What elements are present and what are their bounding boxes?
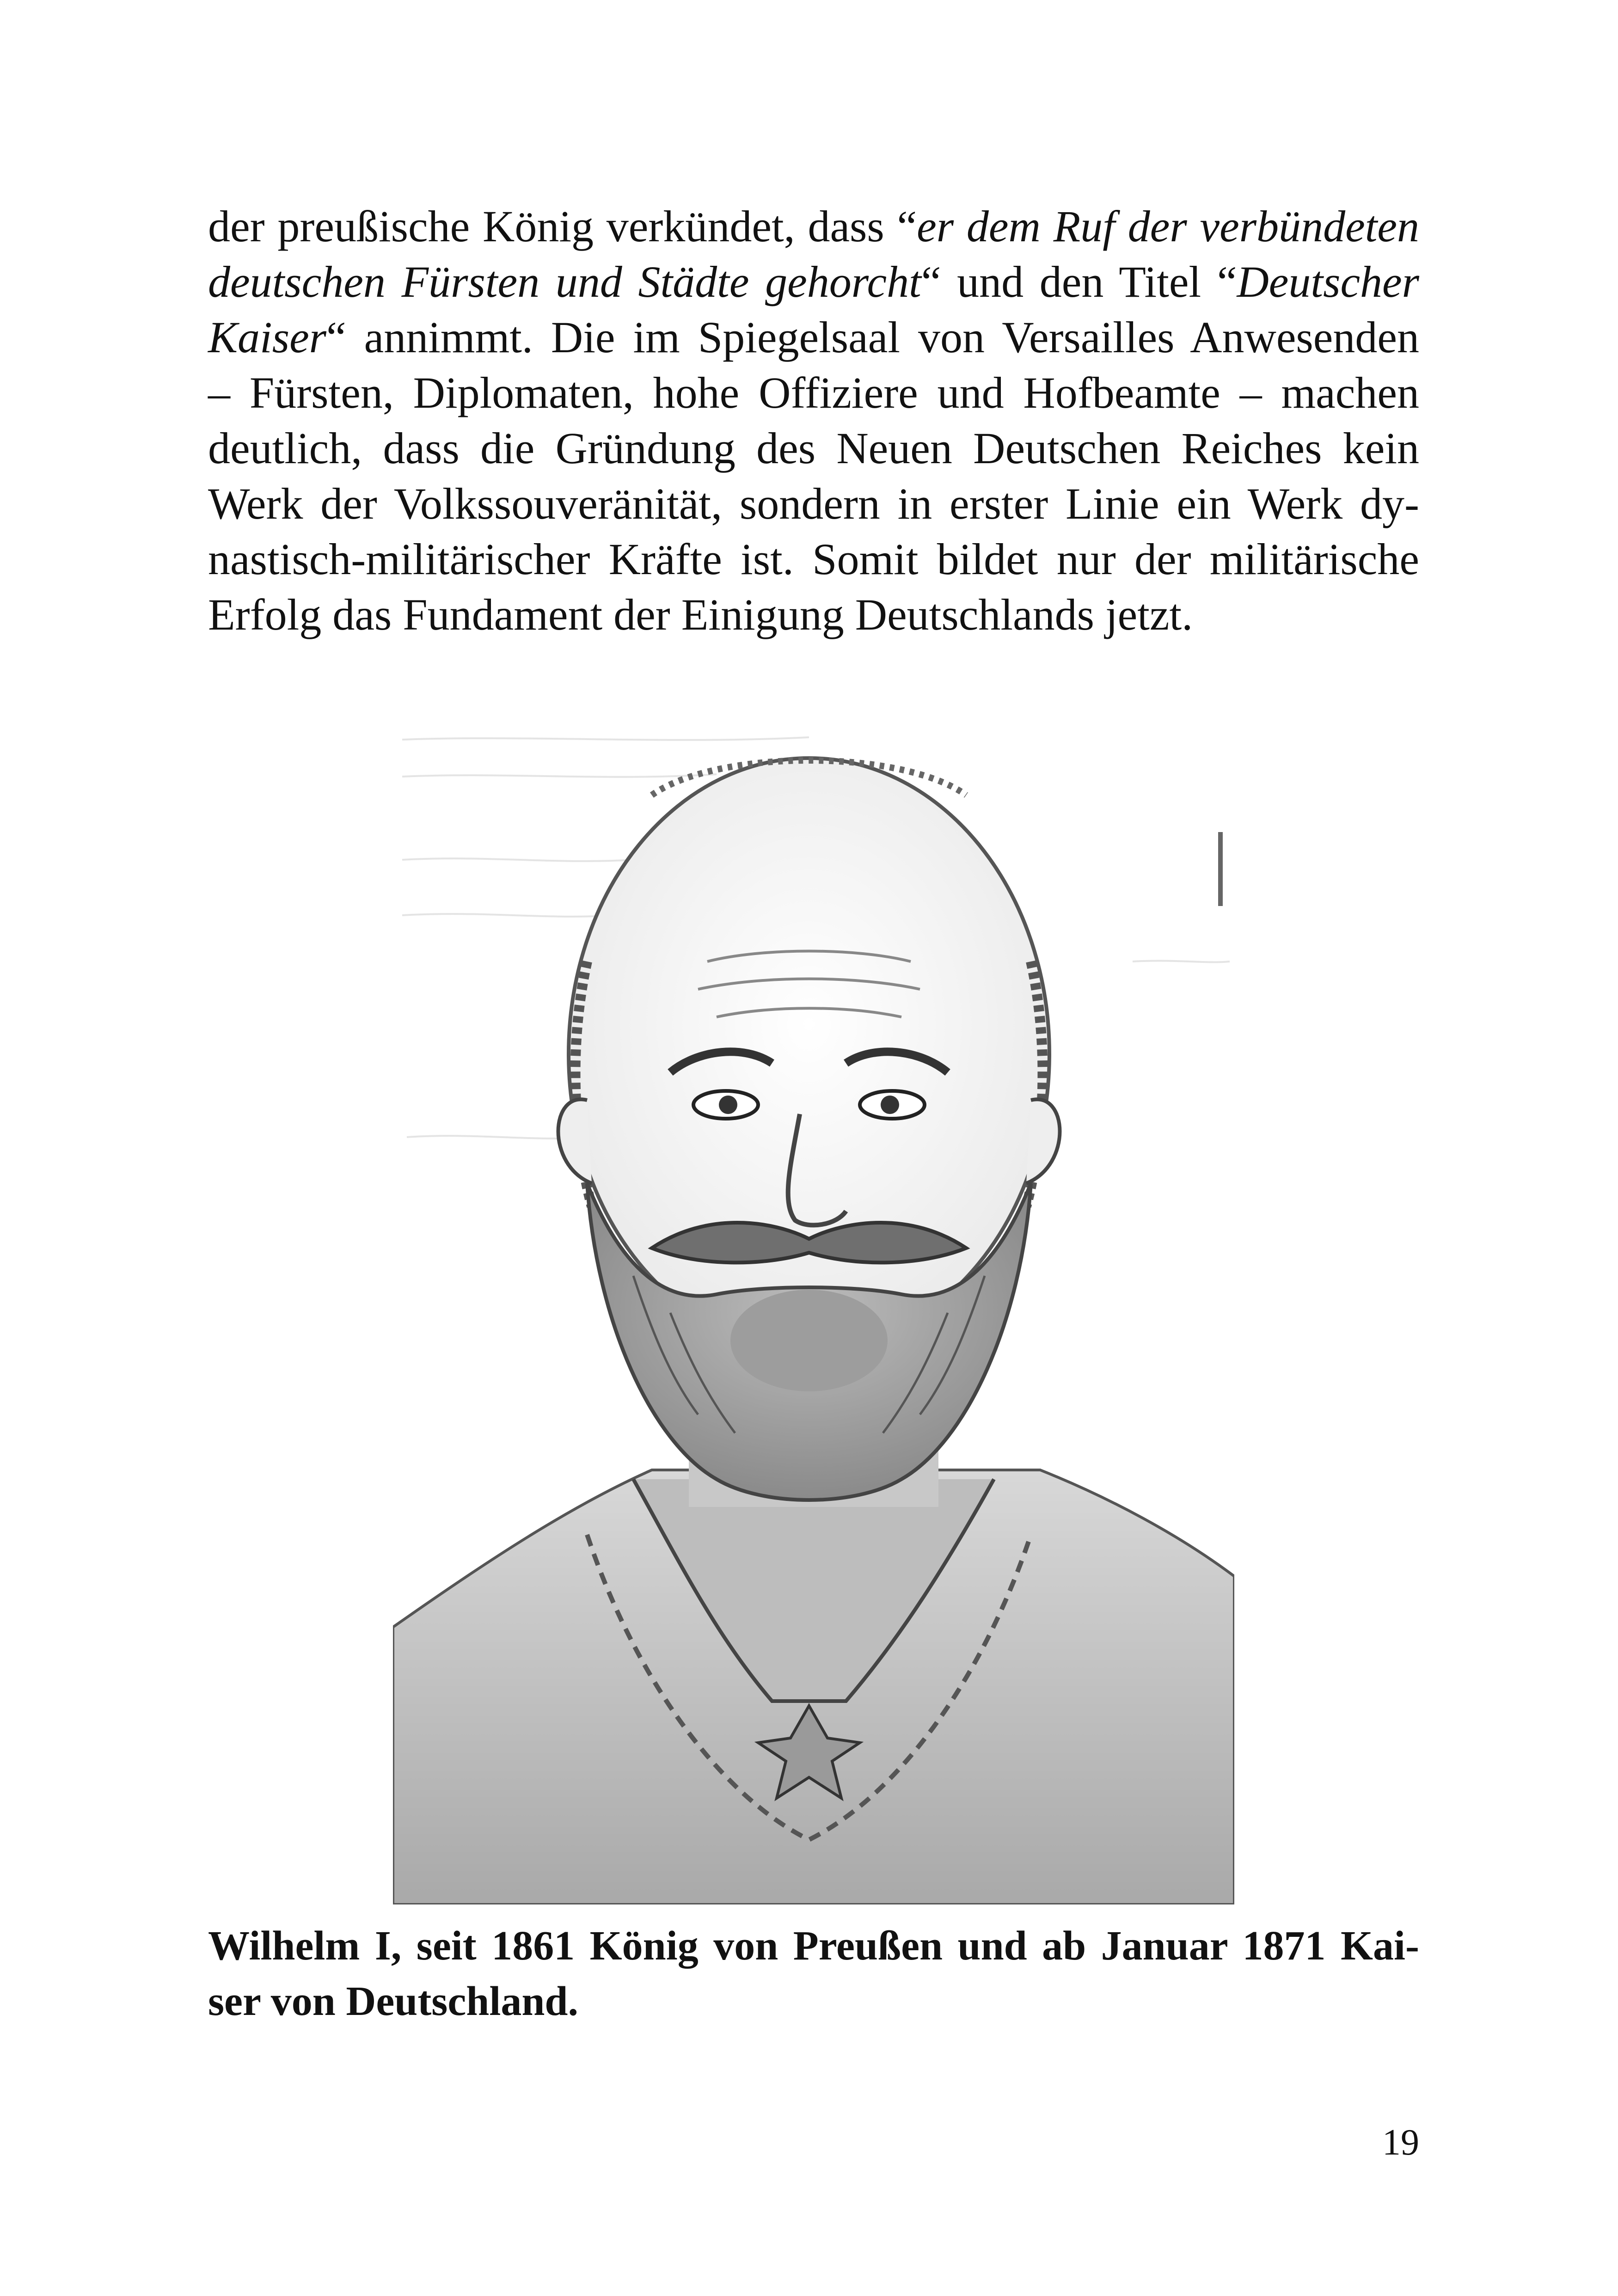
italic-quote: deutschen Fürsten und Städte gehorcht <box>208 257 921 306</box>
text-line <box>208 254 1419 310</box>
page-number: 19 <box>1382 2122 1419 2163</box>
caption-line: Wilhelm I, seit 1861 König von Preußen und ab Januar 1871 Kai- <box>208 1923 1419 1969</box>
text-line: deutlich, dass die Gründung des Neuen Deutschen Reiches kein <box>208 423 1419 473</box>
text-run: “ und den Titel “ <box>921 257 1237 306</box>
italic-title: Kaiser <box>208 312 327 362</box>
caption-line: ser von Deutschland. <box>208 1978 578 2024</box>
text-line: Werk der Volkssouveränität, sondern in erster Linie ein Werk dy- <box>208 479 1419 528</box>
text-line <box>208 310 1419 365</box>
text-line: Erfolg das Fundament der Einigung Deutschlands jetzt. <box>208 590 1193 639</box>
text-line: nastisch-militärischer Kräfte ist. Somit bildet nur der militärische <box>208 534 1419 584</box>
figure-caption <box>208 1918 1419 2029</box>
body-paragraph <box>208 199 1419 643</box>
portrait-sketch-icon <box>393 721 1234 1904</box>
text-line: – Fürsten, Diplomaten, hohe Offiziere und Hofbeamte – machen <box>208 368 1419 417</box>
text-run: “ annimmt. Die im Spiegelsaal von Versailles Anwesenden <box>326 312 1419 362</box>
portrait-figure <box>393 721 1234 1904</box>
italic-title: Deutscher <box>1237 257 1420 306</box>
text-run: der preußische König verkündet, dass “ <box>208 202 917 251</box>
italic-quote: er dem Ruf der verbündeten <box>917 202 1420 251</box>
text-line <box>208 199 1419 254</box>
